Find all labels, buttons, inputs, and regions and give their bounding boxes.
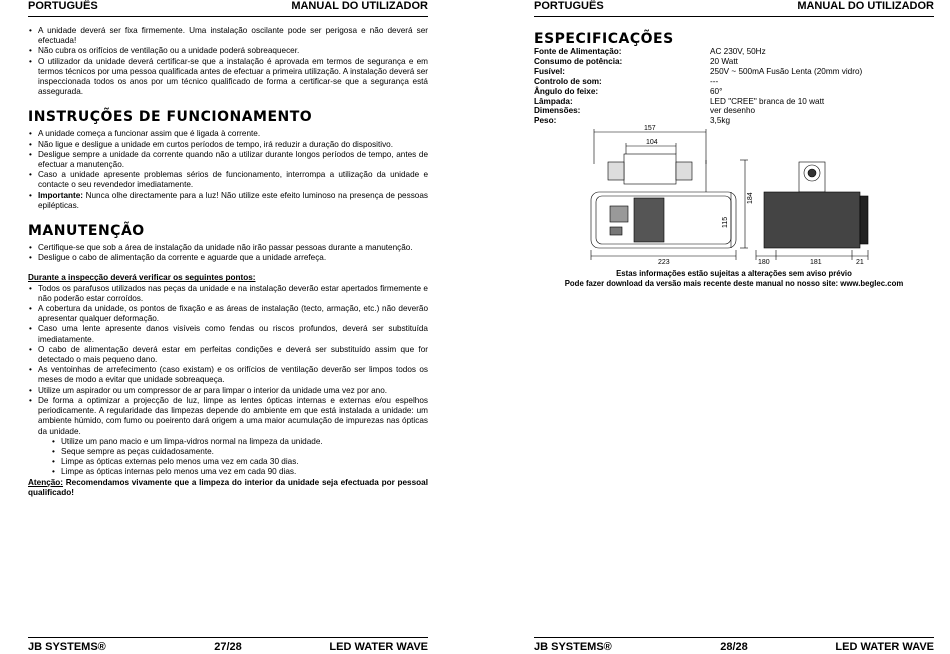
- table-row: [534, 87, 862, 97]
- dimension-label: 181: [810, 259, 822, 264]
- list-item: • O cabo de alimentação deverá estar em perfeitas condições e deverá ser substituído assim que for detectado o mais pequeno dano.: [38, 345, 428, 365]
- specifications-table: [534, 47, 862, 126]
- spec-label: Ângulo do feixe:: [534, 86, 599, 96]
- disclaimer-line: Estas informações estão sujeitas a alterações sem aviso prévio: [616, 269, 852, 278]
- table-row: [534, 106, 862, 116]
- spec-label: Lâmpada:: [534, 96, 573, 106]
- attention-note: [28, 478, 428, 498]
- disclaimer-line: Pode fazer download da versão mais recente deste manual no nosso site: www.beglec.com: [564, 279, 904, 288]
- header-title: MANUAL DO UTILIZADOR: [291, 0, 428, 12]
- dimension-label: 223: [658, 259, 670, 264]
- table-row: [534, 47, 862, 57]
- dimension-label: 180: [758, 259, 770, 264]
- list-item: • Seque sempre as peças cuidadosamente.: [61, 447, 428, 457]
- dimension-label: 104: [646, 139, 658, 146]
- list-item: • O utilizador da unidade deverá certificar-se que a instalação é aprovada em termos de segurança e em termos técnicos por uma pessoa qualificada antes de efectuar a primeira utilização. A instalação deverá ser inspeccionada todos os anos por um técnico qualificado de forma a certificar-se que a segurança está assegurada.: [38, 57, 428, 98]
- spec-label: Controlo de som:: [534, 76, 602, 86]
- list-item: • Não cubra os orifícios de ventilação ou a unidade poderá sobreaquecer.: [38, 46, 428, 56]
- page-footer: [28, 637, 428, 654]
- list-item: • A unidade deverá ser fixa firmemente. Uma instalação oscilante pode ser perigosa e não deverá ser efectuada!: [38, 26, 428, 46]
- disclaimer: [534, 269, 934, 289]
- table-row: [534, 57, 862, 67]
- maintenance-list: [28, 243, 428, 263]
- spec-value: LED "CREE" branca de 10 watt: [710, 96, 825, 106]
- spec-label: Peso:: [534, 116, 557, 126]
- page-right: [534, 0, 934, 654]
- section-heading-maintenance: MANUTENÇÃO: [28, 223, 145, 240]
- list-item: • A unidade começa a funcionar assim que é ligada à corrente.: [38, 129, 428, 139]
- dimension-label: 157: [644, 125, 656, 132]
- list-item: • A cobertura da unidade, os pontos de fixação e as áreas de instalação (tecto, armação, etc.) não deverão apresentar qualquer deformação.: [38, 304, 428, 324]
- page-header: [534, 0, 934, 17]
- inspection-list: [28, 284, 428, 437]
- list-item: • Desligue o cabo de alimentação da corrente e aguarde que a unidade arrefeça.: [38, 253, 428, 263]
- dimension-label: 21: [856, 259, 864, 264]
- list-item: • Caso uma lente apresente danos visíveis como fendas ou riscos profundos, deverá ser substituída imediatamente.: [38, 324, 428, 344]
- footer-brand: JB SYSTEMS®: [28, 641, 106, 653]
- page-left: [28, 0, 428, 654]
- list-item: • Não ligue e desligue a unidade em curtos períodos de tempo, irá reduzir a duração do dispositivo.: [38, 140, 428, 150]
- page-footer: [534, 637, 934, 654]
- table-row: [534, 67, 862, 77]
- list-item: • Certifique-se que sob a área de instalação da unidade não irão passar pessoas durante a manutenção.: [38, 243, 428, 253]
- dimension-drawing: [534, 124, 934, 264]
- section-heading-operation: INSTRUÇÕES DE FUNCIONAMENTO: [28, 109, 313, 126]
- list-item: • Limpe as ópticas internas pelo menos uma vez em cada 90 dias.: [61, 467, 428, 477]
- list-item: • Desligue sempre a unidade da corrente quando não a utilizar durante longos períodos de tempo, antes de efectuar a manutenção.: [38, 150, 428, 170]
- operation-list: [28, 129, 428, 211]
- intro-list: [28, 26, 428, 97]
- footer-product: LED WATER WAVE: [835, 641, 934, 653]
- inspection-heading: Durante a inspecção deverá verificar os seguintes pontos:: [28, 273, 256, 283]
- spec-label: Consumo de potência:: [534, 56, 623, 66]
- spec-value: 60°: [710, 86, 723, 96]
- footer-product: LED WATER WAVE: [329, 641, 428, 653]
- dimension-label: 184: [747, 192, 754, 204]
- spec-value: 20 Watt: [710, 56, 738, 66]
- header-language: PORTUGUÊS: [28, 0, 98, 12]
- spec-label: Fonte de Alimentação:: [534, 47, 622, 56]
- important-label: Importante:: [38, 190, 84, 200]
- table-row: [534, 77, 862, 87]
- list-item: • Caso a unidade apresente problemas sérios de funcionamento, interrompa a utilização da unidade e contacte o seu revendedor imediatamente.: [38, 170, 428, 190]
- page-body: [28, 26, 428, 498]
- dimension-label: 115: [722, 216, 729, 228]
- list-item: • Utilize um aspirador ou um compressor de ar para limpar o interior da unidade uma vez por ano.: [38, 386, 428, 396]
- list-item: • Todos os parafusos utilizados nas peças da unidade e na instalação deverão estar apertados firmemente e não poderão estar corroídos.: [38, 284, 428, 304]
- spec-value: AC 230V, 50Hz: [710, 47, 766, 56]
- spec-value: 250V ~ 500mA Fusão Lenta (20mm vidro): [710, 66, 863, 76]
- spec-label: Fusível:: [534, 66, 565, 76]
- header-title: MANUAL DO UTILIZADOR: [797, 0, 934, 12]
- attention-text: Recomendamos vivamente que a limpeza do interior da unidade seja efectuada por pessoal qualificado!: [28, 477, 428, 497]
- page-header: [28, 0, 428, 17]
- header-language: PORTUGUÊS: [534, 0, 604, 12]
- list-item: • Utilize um pano macio e um limpa-vidros normal na limpeza da unidade.: [61, 437, 428, 447]
- important-text: Nunca olhe directamente para a luz! Não utilize este efeito luminoso na presença de pessoas epilépticas.: [38, 190, 428, 210]
- list-item-important: [38, 191, 428, 211]
- footer-page-number: 28/28: [720, 641, 748, 653]
- spec-label: Dimensões:: [534, 106, 581, 116]
- attention-label: Atenção:: [28, 477, 64, 487]
- list-item: • Limpe as ópticas externas pelo menos uma vez em cada 30 dias.: [61, 457, 428, 467]
- table-row: [534, 97, 862, 107]
- specifications-heading: ESPECIFICAÇÕES: [534, 31, 674, 47]
- footer-brand: JB SYSTEMS®: [534, 641, 612, 653]
- spec-value: ---: [710, 76, 719, 86]
- spec-value: 3,5kg: [710, 116, 731, 126]
- list-item: • As ventoinhas de arrefecimento (caso existam) e os orifícios de ventilação deverão ser limpos todos os meses de modo a evitar que unidade sobreaqueça.: [38, 365, 428, 385]
- cleaning-list: [28, 437, 428, 478]
- spec-value: ver desenho: [710, 106, 756, 116]
- list-item: • De forma a optimizar a projecção de luz, limpe as lentes ópticas internas e externas e/ou espelhos periodicamente. A regularidade das limpezas depende do ambiente em que está instalada a unidade: um ambiente húmido, com fumo ou poeirento dará origem a uma maior acumulação de impurezas nas ópticas da unidade.: [38, 396, 428, 437]
- footer-page-number: 27/28: [214, 641, 242, 653]
